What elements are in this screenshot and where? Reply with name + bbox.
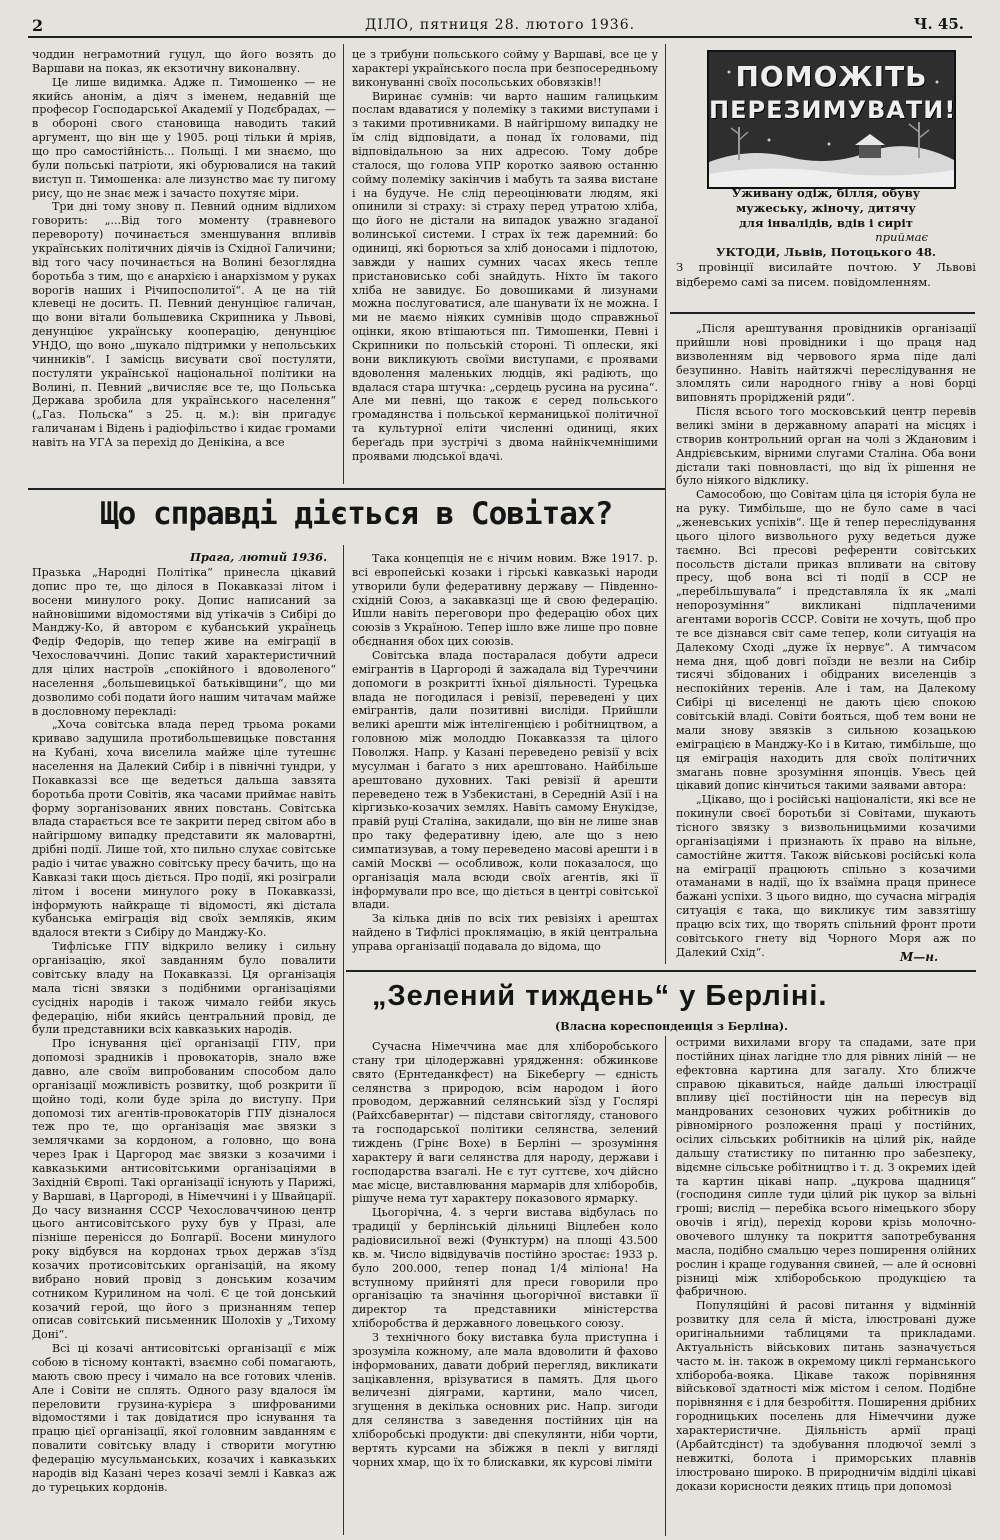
paragraph: Самособою, що Совітам ціла ця історія була не на руку. Тимбільше, що не було саме в часі „женевських успіхів“. Ще й тепер переслідування цього цілого визвольного руху ведеться дуже таємно. Всі пресові референти совітських посольств дістали приказ впливати на світову пресу, щоб вона всі ті події в ССР не „перебільшувала“ і представляла їх як „малі непорозуміння“ викликані підплаченими агентами ворогів СССР. Совіти не хочуть, щоб про те все дізнався світ саме тепер, коли ситуація на Далекому Сході „дуже їх нервує“. А тимчасом нема дня, щоб довгі поїзди не везли на Сибір тисячі збідованих і обідраних виселенців з неспокійних теренів. Але і там, на Далекому Сибірі ці виселенці не дають цією спокою совітській владі. Совіти бояться, щоб тем вони не мали знову звязків з сильною козацькою еміграцією в Манджу-Ко і в Китаю, тимбільше, що ця еміграція находить для своїх політичних змагань повне зрозуміння японців. Увесь цей цікавий допис кінчиться такими заявами автора: bbox=[676, 488, 976, 793]
charity-ad-banner bbox=[707, 50, 956, 189]
top-middle-column bbox=[352, 48, 658, 478]
column-rule bbox=[343, 44, 344, 484]
section-rule bbox=[28, 488, 665, 490]
issue-number: Ч. 45. bbox=[913, 15, 964, 33]
paragraph: Про існування цієї організації ГПУ, при допомозі зрадників і провокаторів, знало вже давно, але своїм випробованим способом дало організації можливість розвитку, щоб розкрити її щойно тоді, коли буде зріла до виступу. При допомозі тих агентів-провокаторів ГПУ дізналося теж про те, що організація має звязки з землячками за кордоном, а головно, що вона через Ірак і Царгород має звязки з козачими і кавказькими антисовітськими організаціями в Західній Європі. Такі організації існують у Парижі, у Варшаві, в Царгороді, в Німеччині і у Швайцарії. До часу визнання СССР Чехословаччиною центр цього антисовітського руху був у Празі, але пізніше перенісся до Болгарії. Восени минулого року відбувся на кордонах трьох держав з'їзд козачих протисовітських організацій, на якому вибрано новий провід з донським козачим сотником Курилином на чолі. Є це той донський козачий герой, що його з признанням тепер описав совітський письменник Шолохів у „Тихому Доні“. bbox=[32, 1037, 336, 1342]
article-signature: М—н. bbox=[900, 950, 939, 964]
paragraph: Сучасна Німеччина має для хліборобського стану три цілодержавні урядження: обжинкове свято (Ернтеданкфест) на Бікебергу — єдність селянства з природою, всім народом і його проводом, державний селянський зїзд у Гослярі (Райхсбавернтаг) — підстави світогляду, станового та господарської політики селянства, зелений тиждень (Грінє Вохе) в Берліні — зрозуміння характеру й ваги селянства для народу, держави і господарства взагалі. Не є тут суттєве, хоч дійсно має місце, виставлювання мармарів для хліборобів, рішуче нема тут характеру показового ярмарку. bbox=[352, 1040, 658, 1206]
section-rule bbox=[346, 970, 976, 972]
article-2-column-2 bbox=[676, 1036, 976, 1532]
ad-headline-2: ПЕРЕЗИМУВАТИ! bbox=[709, 96, 957, 124]
paragraph: Празька „Народні Політіка“ принесла цікавий допис про те, що ділося в Покавказзі літом і восени минулого року. Допис написаний за найновішими відомостями від утікачів з Сибірі до Манджу-Ко, й автором є кубанський українець Федір Федорів, що тепер живе на еміграції в Чехословаччині. Допис такий характеристичний для цілих настроїв „спокійного і вдоволеного“ населення „большевицької батьківщини“, що ми дозволимо собі подати його нашим читачам майже в дословному перекладі: bbox=[32, 566, 336, 718]
ad-headline-1: ПОМОЖІТЬ bbox=[735, 60, 928, 93]
article-2-column-1 bbox=[352, 1040, 658, 1532]
masthead-line: ДІЛО, пятниця 28. лютого 1936. bbox=[364, 17, 636, 33]
ad-text bbox=[676, 186, 976, 290]
column-rule bbox=[665, 1036, 666, 1536]
article-1-column-2 bbox=[352, 552, 658, 964]
section-rule bbox=[670, 312, 975, 314]
paragraph: острими вихилами вгору та спадами, зате при постійних цінах лагідне тло для рівних ліній — не ефектовна картина для загалу. Хто ближче справою цікавиться, найде дальші ілюстрації впливу цієї постійности цін на пересув від мандрованих сезонових чужих робітників до рівномірного розложення праці у постійних, осілих сільських робітників на цілий рік, найде дальшу статистику по питанню про забезпеку, відємне сільське робітництво і т. д. З окремих ідей та картин цікаві напр. „цукрова щадниця“ (господиня сипле туди цілий рік цукор за вільні гроші; вислід — перебіка всього німецького збору овочів і ягід), перехід корови крізь молочно-овочевого шлунку та покриття запотребування масла, подібно смальцю через поширення олійних рослин і краще годування свиней, — але й основні різниці між хліборобською продукцією та фабричною. bbox=[676, 1036, 976, 1299]
article-2-subtitle: (Власна кореспонденція з Берліна). bbox=[555, 1020, 788, 1033]
article-1-headline: Що справді діється в Совітах? bbox=[100, 496, 613, 532]
column-rule bbox=[665, 44, 666, 964]
paragraph: Тифліське ГПУ відкрило велику і сильну організацію, якої завданням було повалити совітську владу на Покавказзі. Ця організація мала тісні звязки з подібними організаціями сусідніх народів і також чимало гейби якусь федерацію, ніби якийсь центральний провід, де були представники всіх кавказьких народів. bbox=[32, 940, 336, 1037]
paragraph: За кілька днів по всіх тих ревізіях і арештах найдено в Тифлісі проклямацію, в якій центральна управа організації подавала до відома, що bbox=[352, 912, 658, 954]
paragraph: це з трибуни польського сойму у Варшаві, все це у характері українського посла при безпосередньому виконуванні своїх посольських обовязків!! bbox=[352, 48, 658, 89]
article-2-headline: „Зелений тиждень“ у Берліні. bbox=[372, 980, 828, 1012]
paragraph: Після всього того московський центр перевів великі зміни в державному апараті на місцях і створив контрольний орган на чолі з Ждановим і Андрієвським, вірними слугами Сталіна. Оба вони дістали такі повновласті, що від їх рішення не було ніякого відклику. bbox=[676, 405, 976, 488]
article-1-dateline: Прага, лютий 1936. bbox=[190, 550, 328, 564]
top-left-column bbox=[32, 48, 336, 478]
paragraph: Така концепція не є нічим новим. Вже 1917. р. всі европейські козаки і гірські кавказькі народи утворили були федеративну державу — Південно-східній Союз, а закавказці ще й свою федерацію. Ишли навіть переговори про федерацію обох цих союзів з Україною. Тепер ішло вже лише про повне обєднання обох цих союзів. bbox=[352, 552, 658, 649]
ad-organization: УКТОДИ, Львів, Потоцького 48. bbox=[716, 245, 936, 260]
ad-body: Уживану одіж, білля, обуву мужеську, жіночу, дитячу для інвалідів, вдів і сиріт bbox=[731, 186, 921, 230]
right-column-continuation bbox=[676, 322, 976, 959]
paragraph: Всі ці козачі антисовітські організації є між собою в тісному контакті, взаємно собі помагають, мають свою пресу і чимало на все готових членів. Але і Совіти не сплять. Одного разу вдалося їм переловити грузина-курієра з шифрованими відомостями і так довідатися про існування та працю цієї організації, якої головним завданням є повалити совітську владу і створити могутню федерацію мусульманських, козачих і кавказьких народів від Казані через козачі землі і Кавказ аж до турецьких кордонів. bbox=[32, 1342, 336, 1494]
paragraph: „Хоча совітська влада перед трьома роками криваво задушила протибольшевицьке повстання на Кубані, хоча виселила майже ціле тутешнє населення на Далекий Сибір і в північні тундри, у Покавказзі все ще ведеться дальша завзята боротьба проти Совітів, яка часами приймає навіть форму зорганізованих явних повстань. Совітська влада старається все те закрити перед світом або в найгіршому випадку представити як маловартні, дрібні події. Лише той, хто пильно слухає совітське радіо і читає уважно совітську пресу бачить, що на Кавказі таки щось діється. Про події, які розіграли літом і восени минулого року в Покавказзі, інформують найкраще ті відомості, які дістала кубанська еміграція від своїх земляків, яким вдалося втекти з Сибіру до Манджу-Ко. bbox=[32, 718, 336, 940]
column-rule bbox=[343, 545, 344, 1535]
paragraph: Совітська влада постаралася добути адреси емігрантів в Царгороді й зажадала від Туреччини допомоги в розкритті їхньої діяльності. Турецька влада не погодилася і ревізії, переведені у цих емігрантів, дали позитивні висліди. Прийшли великі арешти між інтелігенцією і робітництвом, а головною між молоддю Покавказзя та цілого Поволжя. Напр. у Казані переведено ревізії у всіх мусулман і багато з них арештовано. Найбільше арештовано духовних. Такі ревізії й арешти переведено теж в Узбекистані, в Середній Азії і на кіргизько-козачих землях. Навіть самому Енукідзе, правій руці Сталіна, закидали, що він не лише знав про таку федеративну ідею, але що з нею симпатизував, а тому переведено масові арешти і в самій Москві — особливож, коли показалося, що організація мала всюди своїх агентів, які її інформували про все, що діється в центрі совітської влади. bbox=[352, 649, 658, 912]
paragraph: „Після арештування провідників організації прийшли нові провідники і що праця над визволенням від червового ярма піде далі безупинно. Навіть найтяжчі переслідування не зломлять сили народного гніву а нові борці виповнять прорідженій ряди“. bbox=[676, 322, 976, 405]
paragraph: Популяційні й расові питання у відмінній розвитку для села й міста, ілюстровані дуже оригінальними таблицями та прикладами. Актуальність військових питань зазначується часто м. ін. також в окремому циклі германського хлібороба-вояка. Цікаве також порівняння військової здатності між містом і селом. Подібне порівняння є і для безробіття. Поширення дрібних городницьких поселень для Німеччини дуже характеристичне. Діяльність армії праці (Арбайтсдінст) та здобування плодючої землі з невжиткі, болота і приморських плавнів ілюстровано широко. В природничім відділі цікаві докази корисности деяких птиць при допомозі bbox=[676, 1299, 976, 1493]
page-header bbox=[28, 14, 972, 38]
ad-note: З провінції висилайте почтою. У Львові відберемо самі за писем. повідомленням. bbox=[676, 260, 976, 289]
ad-accepts: приймає bbox=[875, 230, 928, 245]
paragraph: „Цікаво, що і російські націоналісти, які все не покинули своєї боротьби зі Совітами, шукають тісного звязку з визвольницьмими козачими організаціями і признають їх право на вільне, самостійне життя. Також військові російські кола на еміграції працюють спільно з козачими отаманами в надії, що їх взаїмна праця принесе бажані успіхи. З цього видно, що сучасна міградія ситуація є така, що викликує тим завзятішу працю всіх тих, що творять спільний фронт проти совітського гнету від Чорного Моря аж по Далекий Схід“. bbox=[676, 793, 976, 959]
paragraph: Це лише видимка. Адже п. Тимошенко — не якийсь анонім, а діяч з іменем, недавній ще професор Господарської Академії у Подєбрадах, — в обороні свого становища наводить такий аргумент, що він ще у 1905. році тільки й мріяв, що про самостійність... Польщі. І ми знаємо, що були польські патріоти, які обурювалися на такий виступ п. Тимошенка: але лизунство має ту пигому рису, що не знає меж і зачасто похутяє міри. bbox=[32, 75, 336, 200]
paragraph: чоддин неграмотний гуцул, що його возять до Варшави на показ, як екзотичну виконалвну. bbox=[32, 48, 336, 75]
paragraph: Три дні тому знову п. Певний одним відлихом говорить: „...Від того моменту (травневого перевороту) починається зменшування впливів українських політичних діячів із Східної Галичини; від того часу починається на Волині безоглядна боротьба з тим, що є анархією і анархізмом у руках ворогів наших і Річипосполитої“. А це на тій клевеці не досить. П. Певний денунціює галичан, що вони вітали большевика Скрипника у Львові, денунціює українську кооперацію, денунціює УНДО, що воно „шукало підтримки у непольських чинників“. І замісць висувати свої постуляти, постуляти української національної політики на Волині, п. Певний „вичисляє все те, що Польська Держава зробила для українського населення“ („Газ. Польска“ з 25. ц. м.): він пригадує галичанам і Відень і радіофільство і кидає громами навіть на УГА за перехід до Денікіна, а все bbox=[32, 200, 336, 450]
paragraph: Виринає сумнів: чи варто нашим галицьким послам вдаватися у полеміку з такими виступами і з такими противниками. В найгіршому випадку не їм слід відповідати, а понад їх головами, під відповідальною за них адресою. Тому добре сталося, що голова УПР коротко заявою останню сойму полеміку закінчив і мабуть та заява вистане і на будуче. Не слід переоцінювати людям, які опинили зі страху: зі страху перед утратою хліба, що його не дістали на випадок уважно згаданої волинської системи. І страх їх теж даремний: бо одиниці, які борються за хліб доносами і підлотою, завжди у наших сумних часах якесь тепле пристановисько собі знайдуть. Ніхто їм такого хліба не завидує. Бо довошиками й лизунами можна послуговатися, але шанувати їх не можна. І ми не маємо ніяких сумнівів щодо справжньої оцінки, якою втішаються пп. Тимошенки, Певні і Скрипники по польській стороні. Ті оплески, які вони викликують своїми виступами, є проявами вдоволення маленьких людців, які радіють, що вдалася стара штучка: „сердець русина на русина“. Але ми певні, що також є серед польського громадянства і польської керманицької політичної та культурної еліти численні одиниці, яких береґадь при зустрічі з двома найнікчемнішими проявами людської вдачі. bbox=[352, 89, 658, 463]
paragraph: Цьогорічна, 4. з черги вистава відбулась по традиції у берлінській дільниці Віцлебен коло радіовисильної вежі (Функтурм) на площі 43.500 кв. м. Число відвідувачів постійно зростає: 1933 р. було 200.000, тепер понад 1/4 міліона! На вступному прийняті для преси говорили про організацію та значіння цьогорічної виставки її директор та представники міністерства хліборобства й державного ловецького союзу. bbox=[352, 1206, 658, 1331]
article-1-column-1 bbox=[32, 566, 336, 1532]
page-number: 2 bbox=[32, 16, 44, 35]
paragraph: З технічного боку виставка була приступна і зрозуміла кожному, але мала вдоволити й фахово інформованих, давати добрий перегляд, викликати зацікавлення, врізуватися в память. Для цього величезні діяграми, картини, мало чисел, згущення в декілька основних рис. Напр. зигоди для селянства з заведення постійних цін на хліборобські продукти: дві спекулянти, ніби чорти, вертять курсами на збіжжя в пеклі у вигляді чорних хмар, що їх то блискавки, як курсові ліміти bbox=[352, 1331, 658, 1469]
